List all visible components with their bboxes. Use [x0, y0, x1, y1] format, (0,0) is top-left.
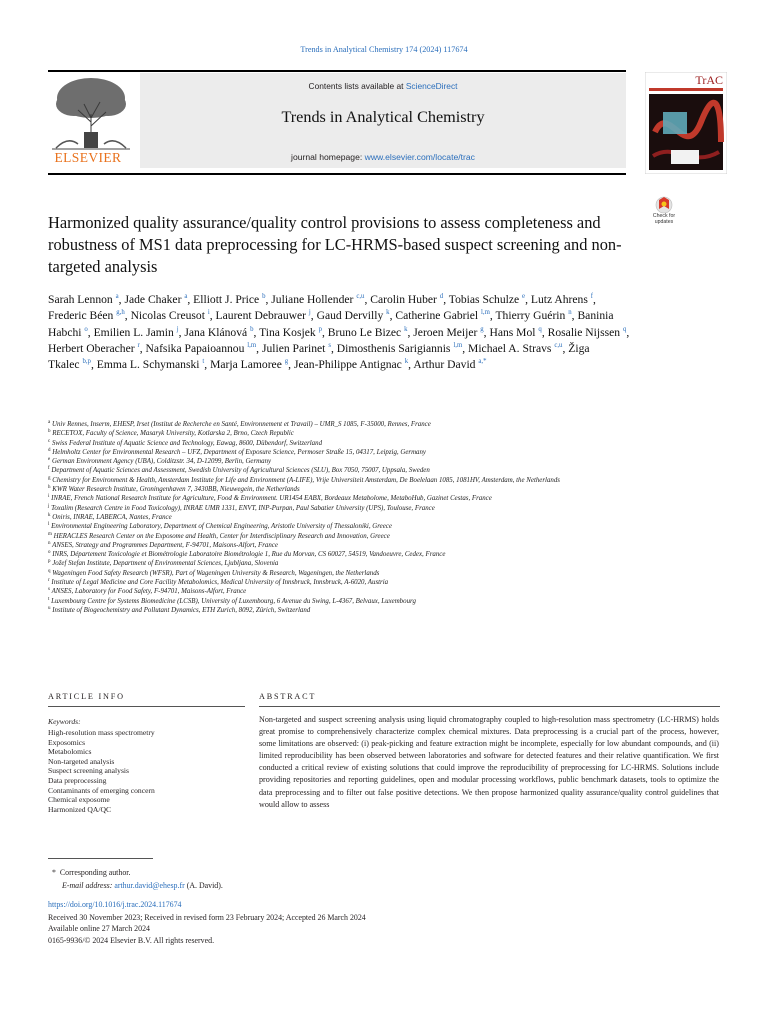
copyright-line: 0165-9936/© 2024 Elsevier B.V. All rights reserved. [48, 935, 215, 945]
author-name[interactable]: Dimosthenis Sarigiannis [336, 341, 451, 355]
author-entry [124, 293, 187, 306]
author-entry [489, 326, 541, 339]
check-for-updates-label: Check for updates [652, 213, 676, 225]
header-top-rule [48, 70, 626, 72]
author-affiliation-mark[interactable]: a [115, 293, 119, 300]
author-name[interactable]: Hans Mol [489, 325, 536, 339]
affiliation-key: j [48, 503, 50, 509]
affiliation-item [48, 559, 638, 568]
author-name[interactable]: Carolin Huber [370, 293, 437, 306]
affiliation-text: Chemistry for Environment & Health, Amsterdam Institute for Life and Environment (A-LIFE), Vrije Universiteit Amsterdam, De Boelelaan 1085, 1081HV, Amsterdam, the Netherlands [52, 476, 560, 484]
affiliation-key: i [48, 494, 50, 500]
affiliation-text: KWR Water Research Institute, Groningenhaven 7, 3430BB, Nieuwegein, the Netherlands [52, 486, 300, 494]
affiliation-key: a [48, 420, 51, 425]
affiliation-key: m [48, 531, 52, 537]
affiliation-text: Environmental Engineering Laboratory, Department of Chemical Engineering, Aristotle University of Thessaloniki, Greece [51, 523, 392, 531]
affiliation-text: HERACLES Research Center on the Exposome and Health, Center for Interdisciplinary Research and Innovation, Greece [53, 532, 390, 540]
affiliation-entries [48, 420, 638, 615]
affiliation-item [48, 439, 638, 448]
affiliation-item [48, 513, 638, 522]
email-line [48, 879, 648, 892]
affiliation-item [48, 485, 638, 494]
keyword-item: Exposomics [48, 737, 86, 747]
author-affiliation-mark[interactable]: t [202, 358, 205, 366]
author-affiliation-mark[interactable]: j [176, 325, 179, 333]
affiliation-item [48, 466, 638, 475]
corresponding-label: Corresponding author. [59, 868, 131, 877]
abstract-text: Non-targeted and suspect screening analysis using liquid chromatography coupled to high-resolution mass spectrometry (LC-HRMS) holds great promise to comprehensively characterize complex chemical mixtures. Data preprocessing is a crucial part of the process, however, some limitations are observed: (i) peak-picking and feature extraction might be incomplete, especially for low abundant compounds, and (ii) limited reproducibility has been observed between laboratories and software for detected features and their relative quantification. We first conducted a critical review of existing solutions that could improve the reproducibility of preprocessing for LC-HRMS. Solutions include providing repositories and reporting guidelines, open and modular processing workflows, public benchmark datasets, tools to optimize the data preprocessing and to filter out false positive detections. We then propose harmonized quality assurance/quality control guidelines that would allow to assess [259, 715, 719, 809]
affiliation-key: l [48, 522, 50, 528]
abstract-rule [259, 706, 720, 707]
author-entry [495, 309, 571, 322]
author-entry [259, 326, 322, 339]
journal-title: Trends in Analytical Chemistry [281, 108, 485, 126]
author-entry [184, 326, 253, 339]
affiliation-text: Institute of Legal Medicine and Core Facility Metabolomics, Medical University of Innsbruck, Innsbruck, A-6020, Austria [51, 579, 389, 587]
author-affiliation-mark[interactable]: i [207, 309, 210, 317]
affiliation-key: q [48, 568, 51, 574]
affiliation-key: e [48, 457, 51, 463]
author-name[interactable]: Catherine Gabriel [395, 309, 479, 323]
author-entry [48, 309, 125, 322]
corresponding-line [48, 866, 648, 879]
keyword-item: Non-targeted analysis [48, 756, 115, 766]
author-name[interactable]: Nafsika Papaioannou [145, 341, 245, 355]
abstract-heading: ABSTRACT [259, 692, 317, 701]
author-affiliation-mark[interactable]: p [318, 325, 322, 333]
author-affiliation-mark[interactable]: o [84, 325, 88, 333]
author-name[interactable]: Baninia Habchi [48, 309, 614, 339]
affiliation-text: Oniris, INRAE, LABERCA, Nantes, France [52, 513, 172, 521]
affiliation-item [48, 532, 638, 541]
author-affiliation-mark[interactable]: g,h [116, 309, 125, 317]
author-entry [48, 293, 119, 306]
affiliation-key: f [48, 466, 50, 472]
keyword-item: Contaminants of emerging concern [48, 785, 155, 795]
author-name[interactable]: Nicolas Creusot [130, 309, 205, 323]
author-name[interactable]: Herbert Oberacher [48, 341, 135, 355]
footnote-rule [48, 858, 153, 859]
affiliation-key: n [48, 540, 51, 546]
corresponding-mark: * [51, 868, 56, 877]
author-affiliation-mark[interactable]: l,m [481, 309, 490, 317]
affiliation-text: Department of Aquatic Sciences and Assessment, Swedish University of Agricultural Sciences (SLU), Box 7050, 75007, Uppsala, Sweden [51, 467, 430, 475]
author-name[interactable]: Emma L. Schymanski [96, 358, 200, 372]
affiliation-key: h [48, 485, 51, 491]
affiliation-item [48, 587, 638, 596]
affiliation-text: German Environment Agency (UBA), Colditzstr. 34, D-12099, Berlin, Germany [51, 458, 272, 466]
author-name[interactable]: Michael A. Stravs [468, 341, 552, 355]
author-entry [48, 342, 140, 355]
affiliation-text: Jožef Stefan Institute, Department of Environmental Sciences, Ljubljana, Slovenia [52, 560, 279, 568]
affiliation-text: Univ Rennes, Inserm, EHESP, Irset (Institut de Recherche en Santé, Environnement et Travail) – UMR_S 1085, F-35000, Rennes, France [51, 421, 431, 428]
author-name[interactable]: Gaud Dervilly [316, 309, 384, 323]
author-name[interactable]: Tina Kosjek [259, 325, 316, 339]
author-entry [413, 326, 483, 339]
author-entry [531, 293, 593, 306]
author-affiliation-mark[interactable]: q [538, 325, 542, 333]
author-affiliation-mark[interactable]: b,p [82, 358, 91, 366]
received-dates: Received 30 November 2023; Received in revised form 23 February 2024; Accepted 26 March 2024 [48, 913, 366, 922]
affiliation-text: Toxalim (Research Centre in Food Toxicology), INRAE UMR 1331, ENVT, INP-Purpan, Paul Sabatier University (UPS), Toulouse, France [51, 504, 435, 512]
keyword-item: Data preprocessing [48, 775, 107, 785]
author-name[interactable]: Thierry Guérin [495, 309, 566, 323]
update-dot-icon [662, 202, 667, 207]
affiliation-key: o [48, 550, 51, 556]
affiliation-key: t [48, 596, 50, 602]
author-affiliation-mark[interactable]: a [184, 293, 188, 300]
affiliation-key: b [48, 429, 51, 435]
author-affiliation-mark[interactable]: k [386, 309, 390, 317]
affiliation-list [48, 420, 638, 615]
sciencedirect-link[interactable]: ScienceDirect [405, 81, 458, 91]
author-entry [262, 342, 331, 355]
author-entry [294, 358, 408, 371]
doi-link[interactable]: https://doi.org/10.1016/j.trac.2024.117674 [48, 900, 182, 909]
author-entry [271, 293, 364, 306]
author-affiliation-mark[interactable]: j [308, 309, 311, 317]
author-affiliation-mark[interactable]: s [328, 341, 331, 349]
author-affiliation-mark[interactable]: c,u [356, 293, 365, 300]
author-affiliation-mark[interactable]: g [284, 358, 289, 366]
author-name[interactable]: Bruno Le Bizec [327, 325, 402, 339]
author-affiliation-mark[interactable]: c,u [554, 341, 563, 349]
affiliation-text: Institute of Biogeochemistry and Pollutant Dynamics, ETH Zurich, 8092, Zürich, Switzerland [52, 606, 311, 614]
article-info-rule [48, 706, 245, 707]
author-affiliation-mark[interactable]: e [522, 293, 526, 300]
affiliation-item [48, 420, 638, 429]
author-entry [210, 358, 288, 371]
affiliation-text: Helmholtz Center for Environmental Research – UFZ, Department of Exposure Science, Permoser Straße 15, 04317, Leipzig, Germany [52, 448, 426, 456]
author-affiliation-mark[interactable]: f [590, 293, 594, 300]
author-names: Sarah Lennon $^a$, Jade Chaker $^a$, Elliott J. Price $^b$, Juliane Hollender $^{c,u}$, Carolin Huber $^d$, Tobias Schulze $^e$, Lutz Ahrens $^f$, Frederic Béen $^{g,h}$, Nicolas Creusot $^i$, Laurent Debrauwer $^j$, Gaud Dervilly $^k$, Catherine Gabriel $^{l,m}$, Thierry Guérin $^n$, Baninia Habchi $^o$, Emilien L. Jamin $^j$, Jana Klánová $^b$, Tina Kosjek $^p$, Bruno Le Bizec $^k$, Jeroen Meijer $^g$, Hans Mol $^q$, Rosalie Nijssen $^q$, Herbert Oberacher $^r$, Nafsika Papaioannou $^{l,m}$, Julien Parinet $^s$, Dimosthenis Sarigiannis $^{l,m}$, Michael A. Stravs $^{c,u}$, Žiga Tkalec $^{b,p}$, Emma L. Schymanski $^t$, Marja Lamoree $^g$, Jean-Philippe Antignac $^k$, Arthur David $^{a,*}$ [48, 293, 630, 372]
author-affiliation-mark[interactable]: n [568, 309, 572, 317]
affiliation-text: ANSES, Strategy and Programmes Department, F-94701, Maisons-Alfort, France [52, 541, 278, 549]
author-affiliation-mark[interactable]: k [404, 358, 409, 366]
publication-history [48, 912, 366, 946]
keywords-label: Keywords: [48, 717, 81, 726]
affiliation-item [48, 448, 638, 457]
header-bottom-rule [48, 173, 626, 175]
affiliation-item [48, 522, 638, 531]
affiliation-text: ANSES, Laboratory for Food Safety, F-94701, Maisons-Alfort, France [51, 588, 247, 596]
available-online: Available online 27 March 2024 [48, 924, 150, 934]
author-entry [449, 293, 525, 306]
contents-line [140, 81, 626, 91]
journal-homepage-line [140, 152, 626, 162]
affiliation-item [48, 606, 638, 615]
affiliation-key: p [48, 559, 51, 565]
author-affiliation-mark[interactable]: l,m [453, 341, 463, 349]
affiliation-key: s [48, 587, 50, 593]
author-affiliation-mark[interactable]: d [439, 293, 444, 300]
affiliation-key: k [48, 512, 51, 518]
affiliation-item [48, 494, 638, 503]
author-affiliation-mark[interactable]: k [404, 325, 408, 333]
author-entry [94, 326, 179, 339]
affiliation-item [48, 597, 638, 606]
author-name[interactable]: Emilien L. Jamin [93, 325, 174, 339]
keyword-item: Chemical exposome [48, 795, 110, 805]
author-list [48, 292, 633, 373]
keyword-item: Metabolomics [48, 747, 92, 757]
author-name[interactable]: Marja Lamoree [210, 358, 282, 372]
author-affiliation-mark[interactable]: b [250, 325, 254, 333]
author-entry [548, 326, 627, 339]
author-affiliation-mark[interactable]: g [480, 325, 484, 333]
author-entry [131, 309, 210, 322]
affiliation-key: c [48, 438, 51, 444]
homepage-label: journal homepage: [291, 152, 365, 162]
author-name[interactable]: Laurent Debrauwer [215, 309, 306, 323]
journal-reference[interactable]: Trends in Analytical Chemistry 174 (2024) 117674 [300, 45, 468, 54]
author-affiliation-mark[interactable]: b [262, 293, 266, 300]
affiliation-text: RECETOX, Faculty of Science, Masaryk University, Kotlarska 2, Brno, Czech Republic [52, 430, 294, 438]
article-title: Harmonized quality assurance/quality control provisions to assess completeness and robustness of MS1 data preprocessing for LC-HRMS-based suspect screening and non-targeted analysis [48, 213, 622, 276]
author-name[interactable]: Tobias Schulze [448, 293, 520, 306]
author-name[interactable]: Frederic Béen [48, 309, 114, 323]
author-entry [193, 293, 265, 306]
author-entry [337, 342, 462, 355]
affiliation-key: g [48, 475, 51, 481]
author-entry [146, 342, 257, 355]
author-name[interactable]: Arthur David [413, 358, 476, 372]
author-name[interactable]: Žiga Tkalec [48, 341, 590, 372]
keywords-list [48, 728, 155, 814]
affiliation-item [48, 569, 638, 578]
affiliation-text: Wageningen Food Safety Research (WFSR), Part of Wageningen University & Research, Wageningen, the Netherlands [52, 569, 380, 577]
author-name[interactable]: Rosalie Nijssen [547, 325, 621, 339]
homepage-link[interactable]: www.elsevier.com/locate/trac [364, 152, 475, 162]
author-affiliation-mark[interactable]: r [137, 341, 140, 349]
author-name[interactable]: Juliane Hollender [271, 293, 354, 306]
author-entry [216, 309, 311, 322]
keyword-item: High-resolution mass spectrometry [48, 728, 155, 737]
keyword-item: Harmonized QA/QC [48, 804, 112, 814]
affiliation-key: u [48, 605, 51, 611]
affiliation-text: INRAE, French National Research Institute for Agriculture, Food & Environment. UR1454 EABX, Bordeaux Metabolome, MetaboHub, Gazinet Cestas, France [51, 495, 492, 503]
author-entry [395, 309, 490, 322]
elsevier-wordmark: ELSEVIER [54, 150, 122, 165]
cover-logo-text: TrAC [695, 73, 723, 87]
contents-prefix: Contents lists available at [308, 81, 406, 91]
author-entry [468, 342, 562, 355]
affiliation-key: r [48, 578, 50, 584]
author-name[interactable]: Jade Chaker [124, 293, 182, 306]
affiliation-text: INRS, Département Toxicologie et Biométrologie Laboratoire Biométrologie 1, Rue du Morvan, CS 60027, 54519, Vandoeuvre, Cedex, France [52, 551, 446, 559]
article-info-heading: ARTICLE INFO [48, 692, 125, 701]
affiliation-item [48, 429, 638, 438]
corresponding-footnote [48, 866, 648, 892]
author-name[interactable]: Jana Klánová [184, 325, 248, 339]
author-affiliation-mark[interactable]: a,* [478, 358, 487, 366]
author-name[interactable]: Jeroen Meijer [413, 325, 478, 339]
email-link[interactable]: arthur.david@ehesp.fr [114, 881, 185, 890]
affiliation-item [48, 578, 638, 587]
author-entry [97, 358, 205, 371]
author-entry [413, 358, 486, 371]
affiliation-key: d [48, 447, 51, 453]
email-label: E-mail address: [62, 881, 113, 890]
author-affiliation-mark[interactable]: q [623, 325, 627, 333]
author-affiliation-mark[interactable]: l,m [247, 341, 257, 349]
affiliation-text: Swiss Federal Institute of Aquatic Science and Technology, Eawag, 8600, Dübendorf, Switzerland [51, 439, 323, 447]
affiliation-item [48, 476, 638, 485]
author-name[interactable]: Julien Parinet [261, 341, 326, 355]
journal-cover-thumbnail[interactable] [645, 72, 727, 174]
author-name[interactable]: Sarah Lennon [48, 293, 113, 306]
affiliation-text: Luxembourg Centre for Systems Biomedicine (LCSB), University of Luxembourg, 6 Avenue du Swing, L-4367, Belvaux, Luxembourg [51, 597, 416, 605]
affiliation-item [48, 504, 638, 513]
author-name[interactable]: Elliott J. Price [193, 293, 260, 306]
author-name[interactable]: Jean-Philippe Antignac [293, 358, 402, 372]
affiliation-item [48, 457, 638, 466]
affiliation-item [48, 550, 638, 559]
email-suffix: (A. David). [186, 881, 223, 890]
author-name[interactable]: Lutz Ahrens [530, 293, 588, 306]
keyword-item: Suspect screening analysis [48, 766, 129, 776]
author-entry [370, 293, 443, 306]
author-entry [317, 309, 390, 322]
author-entry [328, 326, 408, 339]
affiliation-item [48, 541, 638, 550]
